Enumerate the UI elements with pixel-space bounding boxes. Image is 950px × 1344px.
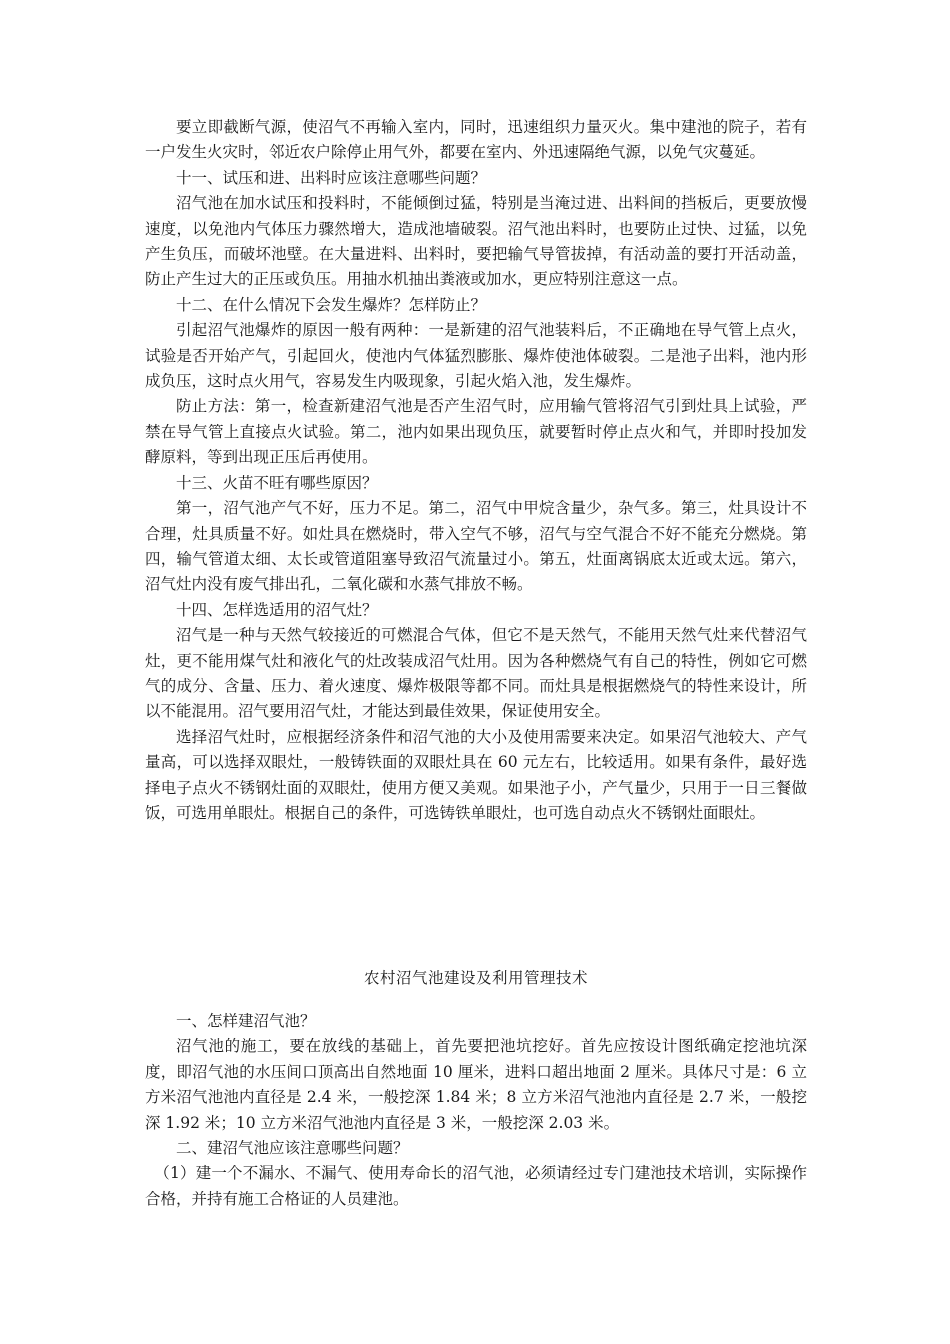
document-title: 农村沼气池建设及利用管理技术 [363,969,588,987]
paragraph-q14-choice: 选择沼气灶时，应根据经济条件和沼气池的大小及使用需要来决定。如果沼气池较大、产气量高，可以选择双眼灶，一般铸铁面的双眼灶具在 60 元左右，比较适用。如果有条件，最好选择电子点火不锈钢灶面的双眼灶，使用方便又美观。如果池子小，产气量少，只用于一日三餐做饭，可选用单眼灶。根据自己的条件，可选铸铁单眼灶，也可选自动点火不锈钢灶面眼灶。 [145,727,807,822]
heading-q11: 十一、试压和进、出料时应该注意哪些问题？ [176,168,487,187]
section-biogas-safety [145,115,807,826]
heading-q2: 二、建沼气池应该注意哪些问题？ [176,1139,409,1158]
paragraph-q1: 沼气池的施工，要在放线的基础上，首先要把池坑挖好。首先应按设计图纸确定挖池坑深度，即沼气池的水压间口顶高出自然地面 10 厘米，进料口超出地面 2 厘米。具体尺寸是：6 立方米沼气池池内直径是 2.4 米，一般挖深 1.84 米；8 立方米沼气池池内直径是 2.7 米，一般挖深 1.92 米；10 立方米沼气池池内直径是 3 米，一般挖深 2.03 米。 [145,1037,807,1132]
paragraph-q2-item1: （1）建一个不漏水、不漏气、使用寿命长的沼气池，必须请经过专门建池技术培训，实际操作合格，并持有施工合格证的人员建池。 [145,1164,807,1208]
paragraph-q12-causes: 引起沼气池爆炸的原因一般有两种：一是新建的沼气池装料后，不正确地在导气管上点火，试验是否开始产气，引起回火，使池内气体猛烈膨胀、爆炸使池体破裂。二是池子出料，池内形成负压，这时点火用气，容易发生内吸现象，引起火焰入池，发生爆炸。 [145,321,807,391]
heading-q1: 一、怎样建沼气池？ [176,1012,316,1030]
section-biogas-construction [145,1009,807,1212]
paragraph-q14-intro: 沼气是一种与天然气较接近的可燃混合气体，但它不是天然气，不能用天然气灶来代替沼气灶，更不能用煤气灶和液化气的灶改装成沼气灶用。因为各种燃烧气有自己的特性，例如它可燃气的成分、含量、压力、着火速度、爆炸极限等都不同。而灶具是根据燃烧气的特性来设计，所以不能混用。沼气要用沼气灶，才能达到最佳效果，保证使用安全。 [145,626,807,721]
heading-q14: 十四、怎样选适用的沼气灶？ [176,600,378,619]
paragraph-q13: 第一，沼气池产气不好，压力不足。第二，沼气中甲烷含量少，杂气多。第三，灶具设计不合理，灶具质量不好。如灶具在燃烧时，带入空气不够，沼气与空气混合不好不能充分燃烧。第四，输气管道太细、太长或管道阻塞导致沼气流量过小。第五，灶面离锅底太近或太远。第六，沼气灶内没有废气排出孔，二氧化碳和水蒸气排放不畅。 [145,499,807,594]
paragraph-q12-prevention: 防止方法：第一，检查新建沼气池是否产生沼气时，应用输气管将沼气引到灶具上试验，严禁在导气管上直接点火试验。第二，池内如果出现负压，就要暂时停止点火和气，并即时投加发酵原料，等到出现正压后再使用。 [145,397,807,467]
paragraph-q11: 沼气池在加水试压和投料时，不能倾倒过猛，特别是当淹过进、出料间的挡板后，更要放慢速度，以免池内气体压力骤然增大，造成池墙破裂。沼气池出料时，也要防止过快、过猛，以免产生负压，而破坏池壁。在大量进料、出料时，要把输气导管拔掉，有活动盖的要打开活动盖，防止产生过大的正压或负压。用抽水机抽出粪液或加水，更应特别注意这一点。 [145,194,807,289]
heading-q13: 十三、火苗不旺有哪些原因？ [176,473,378,492]
paragraph-fire-handling: 要立即截断气源，使沼气不再输入室内，同时，迅速组织力量灭火。集中建池的院子，若有一户发生火灾时，邻近农户除停止用气外，都要在室内、外迅速隔绝气源，以免气灾蔓延。 [145,118,807,162]
heading-q12: 十二、在什么情况下会发生爆炸？怎样防止？ [176,295,487,314]
